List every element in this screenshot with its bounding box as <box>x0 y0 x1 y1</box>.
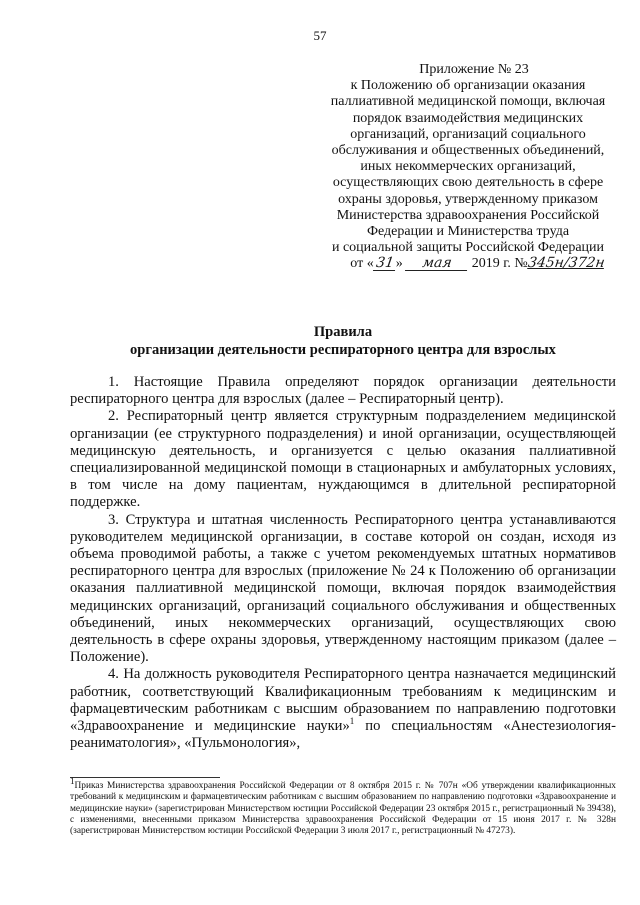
approval-prefix: от « <box>350 256 374 272</box>
footnote-marker: 1 <box>70 776 75 786</box>
page-number: 57 <box>313 28 327 43</box>
appendix-line: и социальной защиты Российской Федерации <box>331 240 605 256</box>
approval-line <box>318 256 618 272</box>
footnote <box>70 776 616 837</box>
paragraph-4-continuation: по специальностям «Анестезиология-реаниматология», «Пульмонология», <box>70 718 616 752</box>
approval-year: 2019 г. № <box>471 256 528 272</box>
footnote-divider <box>70 777 220 778</box>
handwritten-month: мая <box>405 256 469 271</box>
document-title-line-1: Правила <box>313 324 373 340</box>
appendix-line: иных некоммерческих организаций, <box>360 159 576 175</box>
appendix-line: организаций, организаций социального <box>350 126 586 142</box>
document-title-line-2: организации деятельности респираторного центра для взрослых <box>130 342 556 358</box>
paragraph-3: 3. Структура и штатная численность Респираторного центра устанавливаются руководителем медицинской организации, в составе которой он создан, исходя из объема проводимой работы, а также с учетом рекомендуемых штатных нормативов респираторного центра для взрослых (приложение № 24 к Положению об организации оказания паллиативной медицинской помощи, включая порядок взаимодействия медицинских организаций, организаций социального обслуживания и общественных объединений, иных некоммерческих организаций, осуществляющих свою деятельность в сфере охраны здоровья, утвержденному настоящим приказом (далее – Положение). <box>70 511 616 666</box>
appendix-title: Приложение № 23 <box>419 62 529 77</box>
appendix-line: обслуживания и общественных объединений, <box>331 143 605 159</box>
appendix-line: паллиативной медицинской помощи, включая <box>330 94 606 110</box>
appendix-line: осуществляющих свою деятельность в сфере <box>332 175 604 191</box>
document-title <box>70 323 616 359</box>
appendix-line: Федерации и Министерства труда <box>366 224 570 240</box>
appendix-line: к Положению об организации оказания <box>350 78 586 94</box>
appendix-line: порядок взаимодействия медицинских <box>352 110 584 126</box>
paragraph-4-text: 4. На должность руководителя Респираторного центра назначается медицинский работник, соответствующий Квалификационным требованиям к медицинским и фармацевтическим работникам с высшим образованием по направлению подготовки «Здравоохранение и медицинские науки» <box>70 666 616 735</box>
appendix-header <box>318 62 618 273</box>
footnote-text: Приказ Министерства здравоохранения Российской Федерации от 8 октября 2015 г. № 707н «Об утверждении квалификационных требований к медицинским и фармацевтическим работникам с высшим образованием по направлению подготовки «Здравоохранение и медицинские науки» (зарегистрирован Министерством юстиции Российской Федерации 23 октября 2015 г., регистрационный № 39438), с изменениями, внесенными приказом Министерства здравоохранения Российской Федерации от 15 июня 2017 г. № 328н (зарегистрирован Министерством юстиции Российской Федерации 3 июля 2017 г., регистрационный № 47273). <box>70 781 616 836</box>
paragraph-1: 1. Настоящие Правила определяют порядок организации деятельности респираторного центра для взрослых (далее – Респираторный центр). <box>70 374 616 408</box>
document-body <box>70 374 616 752</box>
approval-mid: » <box>395 256 403 272</box>
paragraph-4 <box>70 666 616 752</box>
paragraph-2: 2. Респираторный центр является структурным подразделением медицинской организации (ее структурного подразделения) и иной организации, осуществляющей медицинскую деятельность, и организуется с целью оказания паллиативной специализированной медицинской помощи в стационарных и амбулаторных условиях, в том числе на дому пациентам, нуждающимся в длительной респираторной поддержке. <box>70 408 616 511</box>
handwritten-day: 31 <box>373 256 397 271</box>
footnote-reference: 1 <box>349 716 355 727</box>
handwritten-order-number: 345н/372н <box>526 255 606 272</box>
appendix-line: Министерства здравоохранения Российской <box>336 207 600 223</box>
appendix-line: охраны здоровья, утвержденному приказом <box>338 191 598 207</box>
